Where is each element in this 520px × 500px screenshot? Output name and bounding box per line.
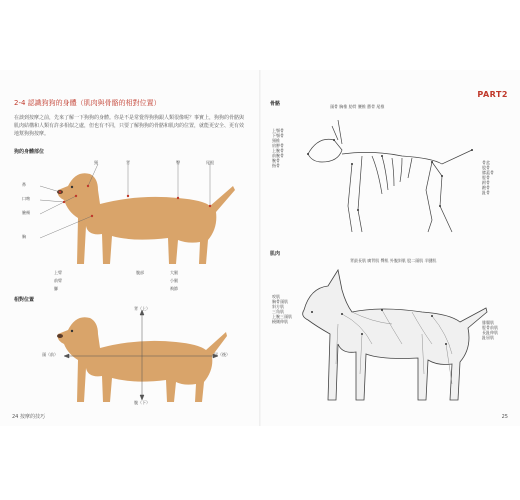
label-back: 背 bbox=[126, 160, 130, 165]
skeleton-label: 前腕骨 bbox=[272, 153, 284, 158]
skeleton-label: 膝蓋骨 bbox=[482, 170, 494, 175]
skeleton-label: 肩胛骨 bbox=[272, 143, 284, 148]
label-cheek: 臉頰 bbox=[22, 210, 30, 215]
skeleton-label: 脛骨 bbox=[482, 175, 490, 180]
label-base-of-tail: 尾根 bbox=[206, 160, 214, 165]
skeleton-label: 頭骨 bbox=[330, 104, 338, 109]
skeleton-labels-top bbox=[330, 104, 384, 109]
label-muzzle: 口吻 bbox=[22, 196, 30, 201]
muscle-label: 脛骨前肌 bbox=[482, 325, 498, 330]
skeleton-label: 股骨 bbox=[482, 165, 490, 170]
skeleton-label: 指骨 bbox=[272, 163, 280, 168]
muscle-labels-top bbox=[350, 258, 436, 263]
muscle-label: 臀肌 bbox=[380, 258, 389, 263]
skeleton-labels-right bbox=[482, 160, 512, 195]
muscle-label: 咬肌 bbox=[272, 294, 280, 299]
label-paw: 腳 bbox=[54, 286, 58, 291]
label-thigh: 大腿 bbox=[170, 270, 178, 275]
label-chest: 胸 bbox=[22, 234, 26, 239]
skeleton-label: 趾骨 bbox=[482, 190, 490, 195]
label-hock: 飛節 bbox=[170, 286, 178, 291]
skeleton-label: 尾椎 bbox=[376, 104, 385, 109]
label-abdomen: 腹部 bbox=[136, 270, 144, 275]
muscle-label: 斜方肌 bbox=[272, 304, 284, 309]
skeleton-label: 薦骨 bbox=[367, 104, 376, 109]
skeleton-label: 腕骨 bbox=[272, 158, 280, 163]
label-neck: 頸 bbox=[94, 160, 98, 165]
muscle-label: 長趾伸肌 bbox=[482, 330, 498, 335]
label-down: 腹（下） bbox=[134, 400, 150, 405]
muscle-labels-right bbox=[482, 320, 512, 340]
muscle-labels-left bbox=[272, 294, 302, 324]
skeleton-label: 頸椎 bbox=[272, 138, 280, 143]
skeleton-title: 骨骼 bbox=[270, 101, 281, 107]
label-rump: 臀 bbox=[176, 160, 180, 165]
label-nose: 鼻 bbox=[22, 182, 26, 187]
label-front: 頭（前） bbox=[42, 352, 58, 357]
footer-left bbox=[12, 413, 45, 420]
book-spread bbox=[0, 70, 520, 426]
dog-relative-position-figure bbox=[38, 304, 228, 404]
label-up: 背（上） bbox=[134, 306, 150, 311]
skeleton-label: 跗骨 bbox=[482, 180, 490, 185]
muscle-label: 三角肌 bbox=[272, 309, 284, 314]
left-page bbox=[0, 70, 260, 426]
muscle-label: 股二頭肌 bbox=[407, 258, 424, 263]
label-upper-arm: 上臂 bbox=[54, 270, 62, 275]
intro-text: 在談到按摩之前，先來了解一下狗狗的身體。你是不是常覺得狗狗跟人類很像呢？事實上，狗狗的骨骼與肌肉結構和人類有許多相似之處，但也有不同，只要了解狗狗的骨骼和肌肉的位置，就能更安全、更有效地幫狗狗按摩。 bbox=[14, 115, 245, 137]
muscle-label: 胸骨頭肌 bbox=[272, 299, 288, 304]
dog-body-parts-figure bbox=[28, 156, 238, 266]
muscle-label: 上腕三頭肌 bbox=[272, 314, 292, 319]
muscle-label: 腓腸肌 bbox=[482, 320, 494, 325]
muscle-label: 廣背肌 bbox=[367, 258, 380, 263]
muscle-label: 外腹斜肌 bbox=[389, 258, 406, 263]
muscle-label: 橈側伸肌 bbox=[272, 319, 288, 324]
muscle-title: 肌肉 bbox=[270, 251, 281, 257]
label-back-direction: 尾（後） bbox=[214, 352, 230, 357]
skeleton-label: 胸椎 bbox=[339, 104, 348, 109]
section-title: 2-4 認識狗狗的身體（肌肉與骨骼的相對位置） bbox=[14, 99, 161, 107]
label-forearm: 前臂 bbox=[54, 278, 62, 283]
muscle-diagram bbox=[282, 264, 492, 404]
right-page bbox=[260, 70, 520, 426]
muscle-label: 背最長肌 bbox=[350, 258, 366, 263]
page-number-right: 25 bbox=[501, 414, 508, 420]
skeleton-label: 腰椎 bbox=[357, 104, 366, 109]
footer-book-title: 按摩的技巧 bbox=[19, 414, 45, 420]
skeleton-label: 蹠骨 bbox=[482, 185, 490, 190]
skeleton-label: 下顎骨 bbox=[272, 133, 284, 138]
part-brand: PART2 bbox=[477, 90, 508, 99]
skeleton-label: 上腕骨 bbox=[272, 148, 284, 153]
muscle-label: 半腱肌 bbox=[424, 258, 437, 263]
relative-position-title: 相對位置 bbox=[14, 297, 35, 303]
skeleton-diagram bbox=[282, 110, 492, 240]
body-parts-title: 狗的身體部位 bbox=[14, 149, 45, 155]
label-lower-leg: 小腿 bbox=[170, 278, 178, 283]
muscle-label: 趾屈肌 bbox=[482, 335, 494, 340]
skeleton-labels-left bbox=[272, 128, 300, 168]
skeleton-label: 肋骨 bbox=[348, 104, 357, 109]
skeleton-label: 上顎骨 bbox=[272, 128, 284, 133]
page-number-left: 24 bbox=[12, 414, 19, 420]
skeleton-label: 骨盆 bbox=[482, 160, 490, 165]
dog-photo-1 bbox=[57, 173, 235, 264]
